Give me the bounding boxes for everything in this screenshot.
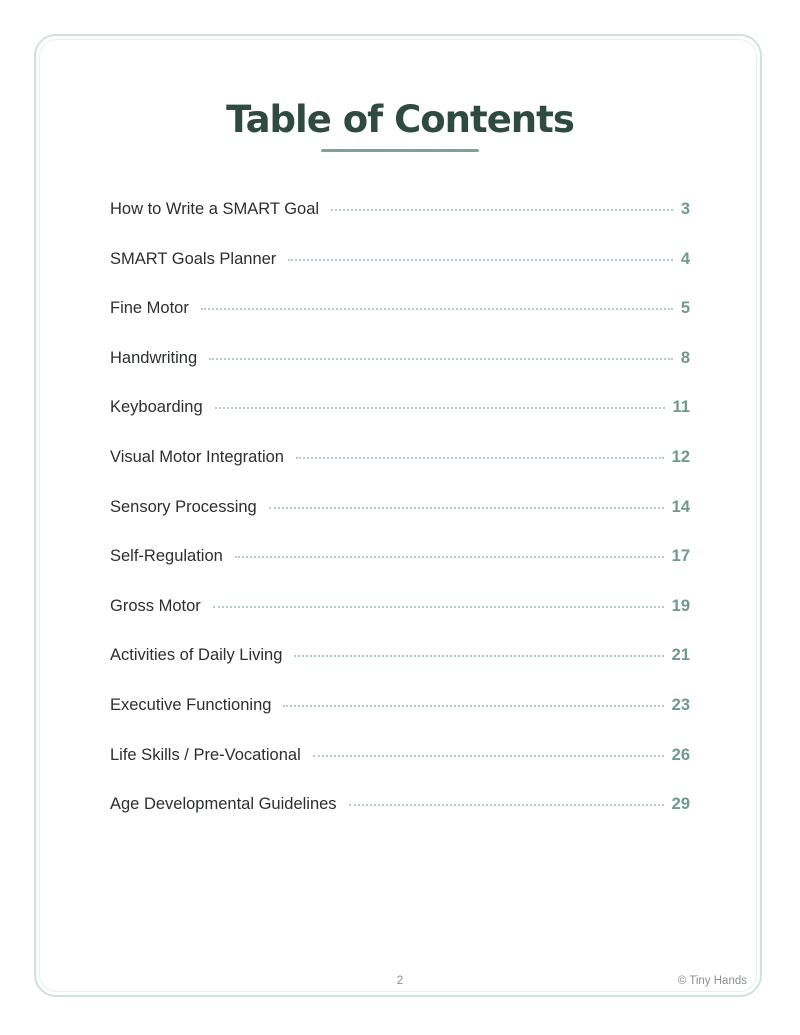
toc-entry-title: SMART Goals Planner [110, 249, 277, 268]
toc-entry-page: 21 [671, 646, 690, 665]
dot-leader [313, 755, 664, 757]
toc-entry-title: Fine Motor [110, 299, 189, 318]
toc-entry-fine-motor[interactable] [110, 299, 690, 349]
toc-entry-title: Executive Functioning [110, 695, 272, 714]
toc-entry-page: 14 [671, 497, 690, 516]
dot-leader [215, 407, 665, 409]
toc-entry-page: 3 [680, 200, 690, 218]
toc-entry-page: 29 [671, 795, 690, 814]
toc-entry-page: 26 [671, 745, 690, 764]
page-title: Table of Contents [226, 98, 574, 141]
toc-entry-sensory-processing[interactable] [110, 498, 690, 548]
toc-entry-title: Life Skills / Pre-Vocational [110, 745, 301, 764]
toc-entry-visual-motor-integration[interactable] [110, 448, 690, 498]
toc-entry-title: Keyboarding [110, 398, 203, 417]
dot-leader [201, 308, 673, 310]
toc-entry-page: 23 [671, 695, 690, 714]
toc-entry-smart-goal[interactable] [110, 200, 690, 250]
toc-entry-title: Handwriting [110, 348, 198, 367]
toc-entry-activities-of-daily-living[interactable] [110, 646, 690, 696]
toc-entry-page: 4 [680, 249, 690, 268]
toc-entry-page: 12 [671, 447, 690, 466]
dot-leader [296, 457, 664, 459]
page-number: 2 [396, 975, 404, 987]
toc-entry-title: Activities of Daily Living [110, 646, 283, 665]
toc-entry-life-skills[interactable] [110, 746, 690, 796]
toc-entry-page: 11 [672, 398, 690, 417]
toc-entry-executive-functioning[interactable] [110, 696, 690, 746]
dot-leader [283, 705, 663, 707]
dot-leader [331, 209, 673, 211]
toc-entry-page: 5 [680, 299, 690, 318]
toc-entry-page: 17 [671, 547, 690, 566]
toc-entry-title: Visual Motor Integration [110, 447, 284, 466]
toc-entry-page: 19 [671, 596, 690, 615]
toc-entry-title: How to Write a SMART Goal [110, 200, 320, 218]
toc-entry-keyboarding[interactable] [110, 398, 690, 448]
toc-entry-title: Age Developmental Guidelines [110, 795, 337, 814]
copyright-notice: © Tiny Hands [677, 975, 747, 987]
toc-entry-gross-motor[interactable] [110, 597, 690, 647]
dot-leader [349, 804, 664, 806]
dot-leader [213, 606, 664, 608]
toc-entry-page: 8 [680, 348, 690, 367]
toc-entry-title: Sensory Processing [110, 497, 257, 516]
toc-entry-age-developmental-guidelines[interactable] [110, 795, 690, 845]
dot-leader [294, 655, 663, 657]
dot-leader [209, 358, 673, 360]
title-underline [321, 149, 479, 152]
table-of-contents [110, 200, 690, 845]
dot-leader [235, 556, 664, 558]
dot-leader [269, 507, 664, 509]
toc-entry-smart-goals-planner[interactable] [110, 250, 690, 300]
dot-leader [288, 259, 673, 261]
toc-entry-handwriting[interactable] [110, 349, 690, 399]
toc-entry-title: Gross Motor [110, 596, 201, 615]
toc-entry-self-regulation[interactable] [110, 547, 690, 597]
toc-entry-title: Self-Regulation [110, 547, 223, 566]
